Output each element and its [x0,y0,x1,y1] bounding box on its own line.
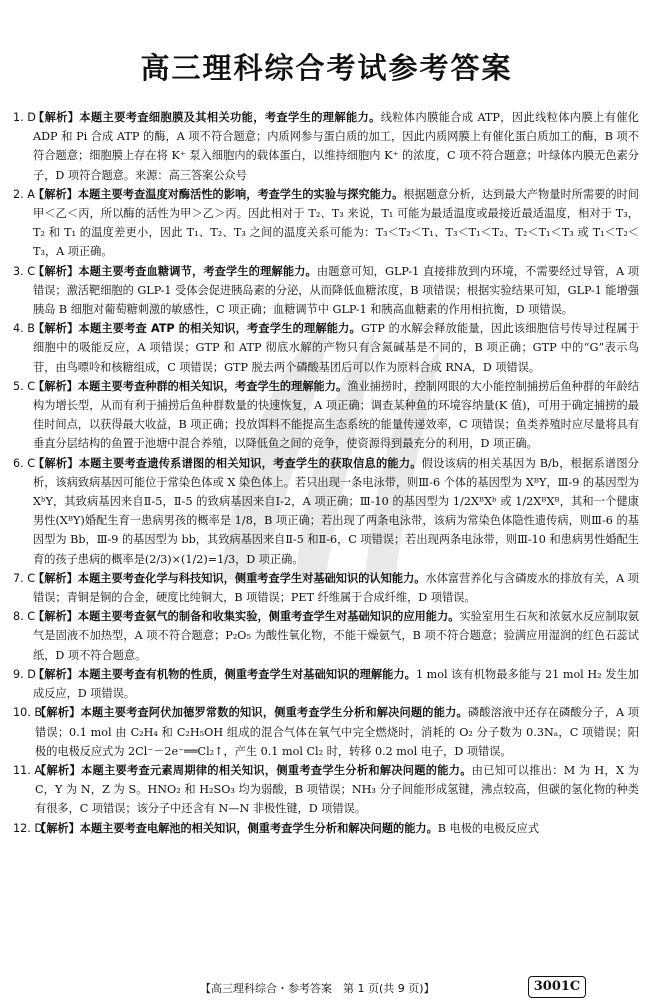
analysis-body: 假设该病的相关基因为 B/b，根据系谱图分析，该病致病基因可能位于常染色体或 X 染色体上。若只出现一条电泳带，则Ⅲ-6 个体的基因型为 XᴮY，Ⅲ-9 的基因型为 XᵇY，其致病基因来自Ⅱ-5，Ⅱ-5 的致病基因来自Ⅰ-2，A 项正确；Ⅲ-10 的基因型为 1/2XᴮXᵇ 或 1/2XᴮXᴮ，其和一个健康男性(XᴮY)婚配生育一患病男孩的概率是 1/8，B 项正确；若出现了两条电泳带，该病为常染色体隐性遗传病，则Ⅲ-6 的基因型为 Bb，Ⅲ-9 的基因型为 bb，其致病基因来自Ⅱ-5 和Ⅱ-6，C 项错误；若出现两条电泳带，则Ⅲ-10 和患病男性婚配生育的孩子患病的概率是(2/3)×(1/2)=1/3，D 项正确。 [33,456,639,566]
analysis-heading: 【解析】本题主要考查温度对酶活性的影响，考查学生的实验与探究能力。 [33,187,404,201]
analysis-body: 由题意可知，GLP-1 直接排放到内环境，不需要经过导管，A 项错误；激活靶细胞的 GLP-1 受体会促进胰岛素的分泌，从而降低血糖浓度，B 项错误；根据实验结果可知，GLP-1 能增强胰岛 B 细胞对葡萄糖刺激的敏感性，C 项正确；血糖调节中 GLP-1 和胰高血糖素的作用相抗衡，D 项错误。 [33,264,639,317]
analysis-heading: 【解析】本题主要考查元素周期律的相关知识，侧重考查学生分析和解决问题的能力。 [35,763,472,777]
footer-page-info: 【高三理科综合・参考答案 第 1 页(共 9 页)】 [200,982,435,995]
answer-number: 7. C [13,571,36,585]
answer-number: 3. C [13,264,36,278]
analysis-body: 磷酸溶液中还存在磷酸分子，A 项错误；0.1 mol 由 C₂H₄ 和 C₂H₅OH 组成的混合气体在氧气中完全燃烧时，消耗的 O₂ 分子数为 0.3Nₐ，C 项错误；阳极的电极反应式为 2Cl⁻－2e⁻══Cl₂↑，产生 0.1 mol Cl₂ 时，转移 0.2 mol 电子，D 项错误。 [35,706,639,758]
analysis-heading: 【解析】本题主要考查电解池的相关知识，侧重考查学生分析和解决问题的能力。 [35,821,438,835]
analysis-body: 根据题意分析，达到最大产物量时所需要的时间甲＜乙＜丙，所以酶的活性为甲＞乙＞丙。因此相对于 T₂、T₃ 来说，T₁ 可能为最适温度或最接近最适温度，相对于 T₃，T₂ 和 T₁ 的温度差更小，因此 T₁、T₂、T₃ 之间的温度关系可能为：T₃＜T₂＜T₁、T₃＜T₁＜T₂、T₂＜T₁＜T₃ 或 T₁＜T₂＜T₃，A 项正确。 [33,187,639,259]
answer-item [13,665,639,703]
answer-item [13,569,639,607]
analysis-heading: 【解析】本题主要考查细胞膜及其相关功能，考查学生的理解能力。 [33,111,381,124]
analysis-heading: 【解析】本题主要考查有机物的性质，侧重考查学生对基础知识的理解能力。 [33,667,416,681]
answer-item [13,607,639,665]
analysis-heading: 【解析】本题主要考查化学与科技知识，侧重考查学生对基础知识的认知能力。 [33,571,426,585]
analysis-body: 线粒体内膜能合成 ATP，因此线粒体内膜上有催化 ADP 和 Pi 合成 ATP 的酶，A 项不符合题意；内质网参与蛋白质的加工，因此内质网膜上有催化蛋白质加工的酶，B 项不符合题意；细胞膜上存在将 K⁺ 泵入细胞内的载体蛋白，以维持细胞内 K⁺ 的浓度，C 项不符合题意；叶绿体内膜无色素分子，D 项符合题意。来源：高三答案公众号 [33,111,639,182]
analysis-body: 实验室用生石灰和浓氨水反应制取氨气是固液不加热型，A 项不符合题意；P₂O₅ 为酸性氧化物，不能干燥氨气，B 项不符合题意；验满应用湿润的红色石蕊试纸，D 项不符合题意。 [33,610,639,662]
exam-code-badge: 3001C [528,976,586,998]
answer-item [13,454,639,569]
answer-number: 2. A [13,187,35,201]
analysis-body: B 电极的电极反应式 [437,821,540,835]
answer-item [13,703,639,761]
analysis-heading: 【解析】本题主要考查氨气的制备和收集实验，侧重考查学生对基础知识的应用能力。 [33,610,460,624]
answer-item [13,377,639,454]
analysis-body: 水体富营养化与含磷废水的排放有关，A 项错误；青铜是铜的合金，硬度比纯铜大，B 项错误；PET 纤维属于合成纤维，D 项错误。 [33,571,639,605]
answer-number: 1. D [13,111,36,124]
answer-number: 9. D [13,667,36,681]
analysis-body: 由已知可以推出：M 为 H，X 为 C，Y 为 N，Z 为 S。HNO₂ 和 H₂SO₃ 均为弱酸，B 项错误；NH₃ 分子间能形成氢键，沸点较高，但碳的氢化物的种类有很多，C 项错误；该分子中还含有 N—N 非极性键，D 项错误。 [35,763,639,816]
answer-item [13,761,639,819]
analysis-heading: 【解析】本题主要考查遗传系谱图的相关知识，考查学生的获取信息的能力。 [33,456,422,470]
answer-number: 11. A [13,763,43,777]
analysis-body: 渔业捕捞时，控制网眼的大小能控制捕捞后鱼种群的年龄结构为增长型，从而有利于捕捞后鱼种群数量的快速恢复，A 项正确；调查某种鱼的环境容纳量(K 值)，可用于确定捕捞的最佳时间点，以获得最大收益，B 项正确；投放饵料不能提高生态系统的能量传递效率，C 项错误；鱼类养殖时应尽量将具有垂直分层结构的鱼置于池塘中混合养殖，以降低鱼之间的竞争，使资源得到最充分的利用，D 项正确。 [33,379,639,451]
analysis-body: GTP 的水解会释放能量，因此该细胞信号传导过程属于细胞中的吸能反应，A 项错误；GTP 和 ATP 彻底水解的产物只有含氮碱基是不同的，B 项正确；GTP 中的“G”表示鸟苷，由鸟嘌呤和核糖组成，C 项错误；GTP 脱去两个磷酸基团后可以作为原料合成 RNA，D 项错误。 [33,322,640,374]
analysis-heading: 【解析】本题主要考查阿伏加德罗常数的知识，侧重考查学生分析和解决问题的能力。 [35,706,468,720]
answer-number: 4. B [13,322,35,336]
page-footer [0,976,653,1000]
analysis-heading: 【解析】本题主要考查血糖调节，考查学生的理解能力。 [33,264,317,278]
page-title: 高三理科综合考试参考答案 [140,51,513,85]
analysis-heading: 【解析】本题主要考查 ATP 的相关知识，考查学生的理解能力。 [33,322,361,336]
answer-number: 6. C [13,456,36,470]
answer-item [13,819,639,838]
answer-number: 10. B [13,706,43,720]
answer-list [13,108,639,838]
answer-item [13,185,639,262]
answer-item [13,262,639,320]
answer-number: 8. C [13,610,36,624]
answer-item [13,108,639,185]
answer-number: 12. D [13,821,43,835]
answer-item [13,319,639,377]
analysis-heading: 【解析】本题主要考查种群的相关知识，考查学生的理解能力。 [33,379,348,393]
analysis-body: 1 mol 该有机物最多能与 21 mol H₂ 发生加成反应，D 项错误。 [33,667,639,701]
answer-number: 5. C [13,379,36,393]
